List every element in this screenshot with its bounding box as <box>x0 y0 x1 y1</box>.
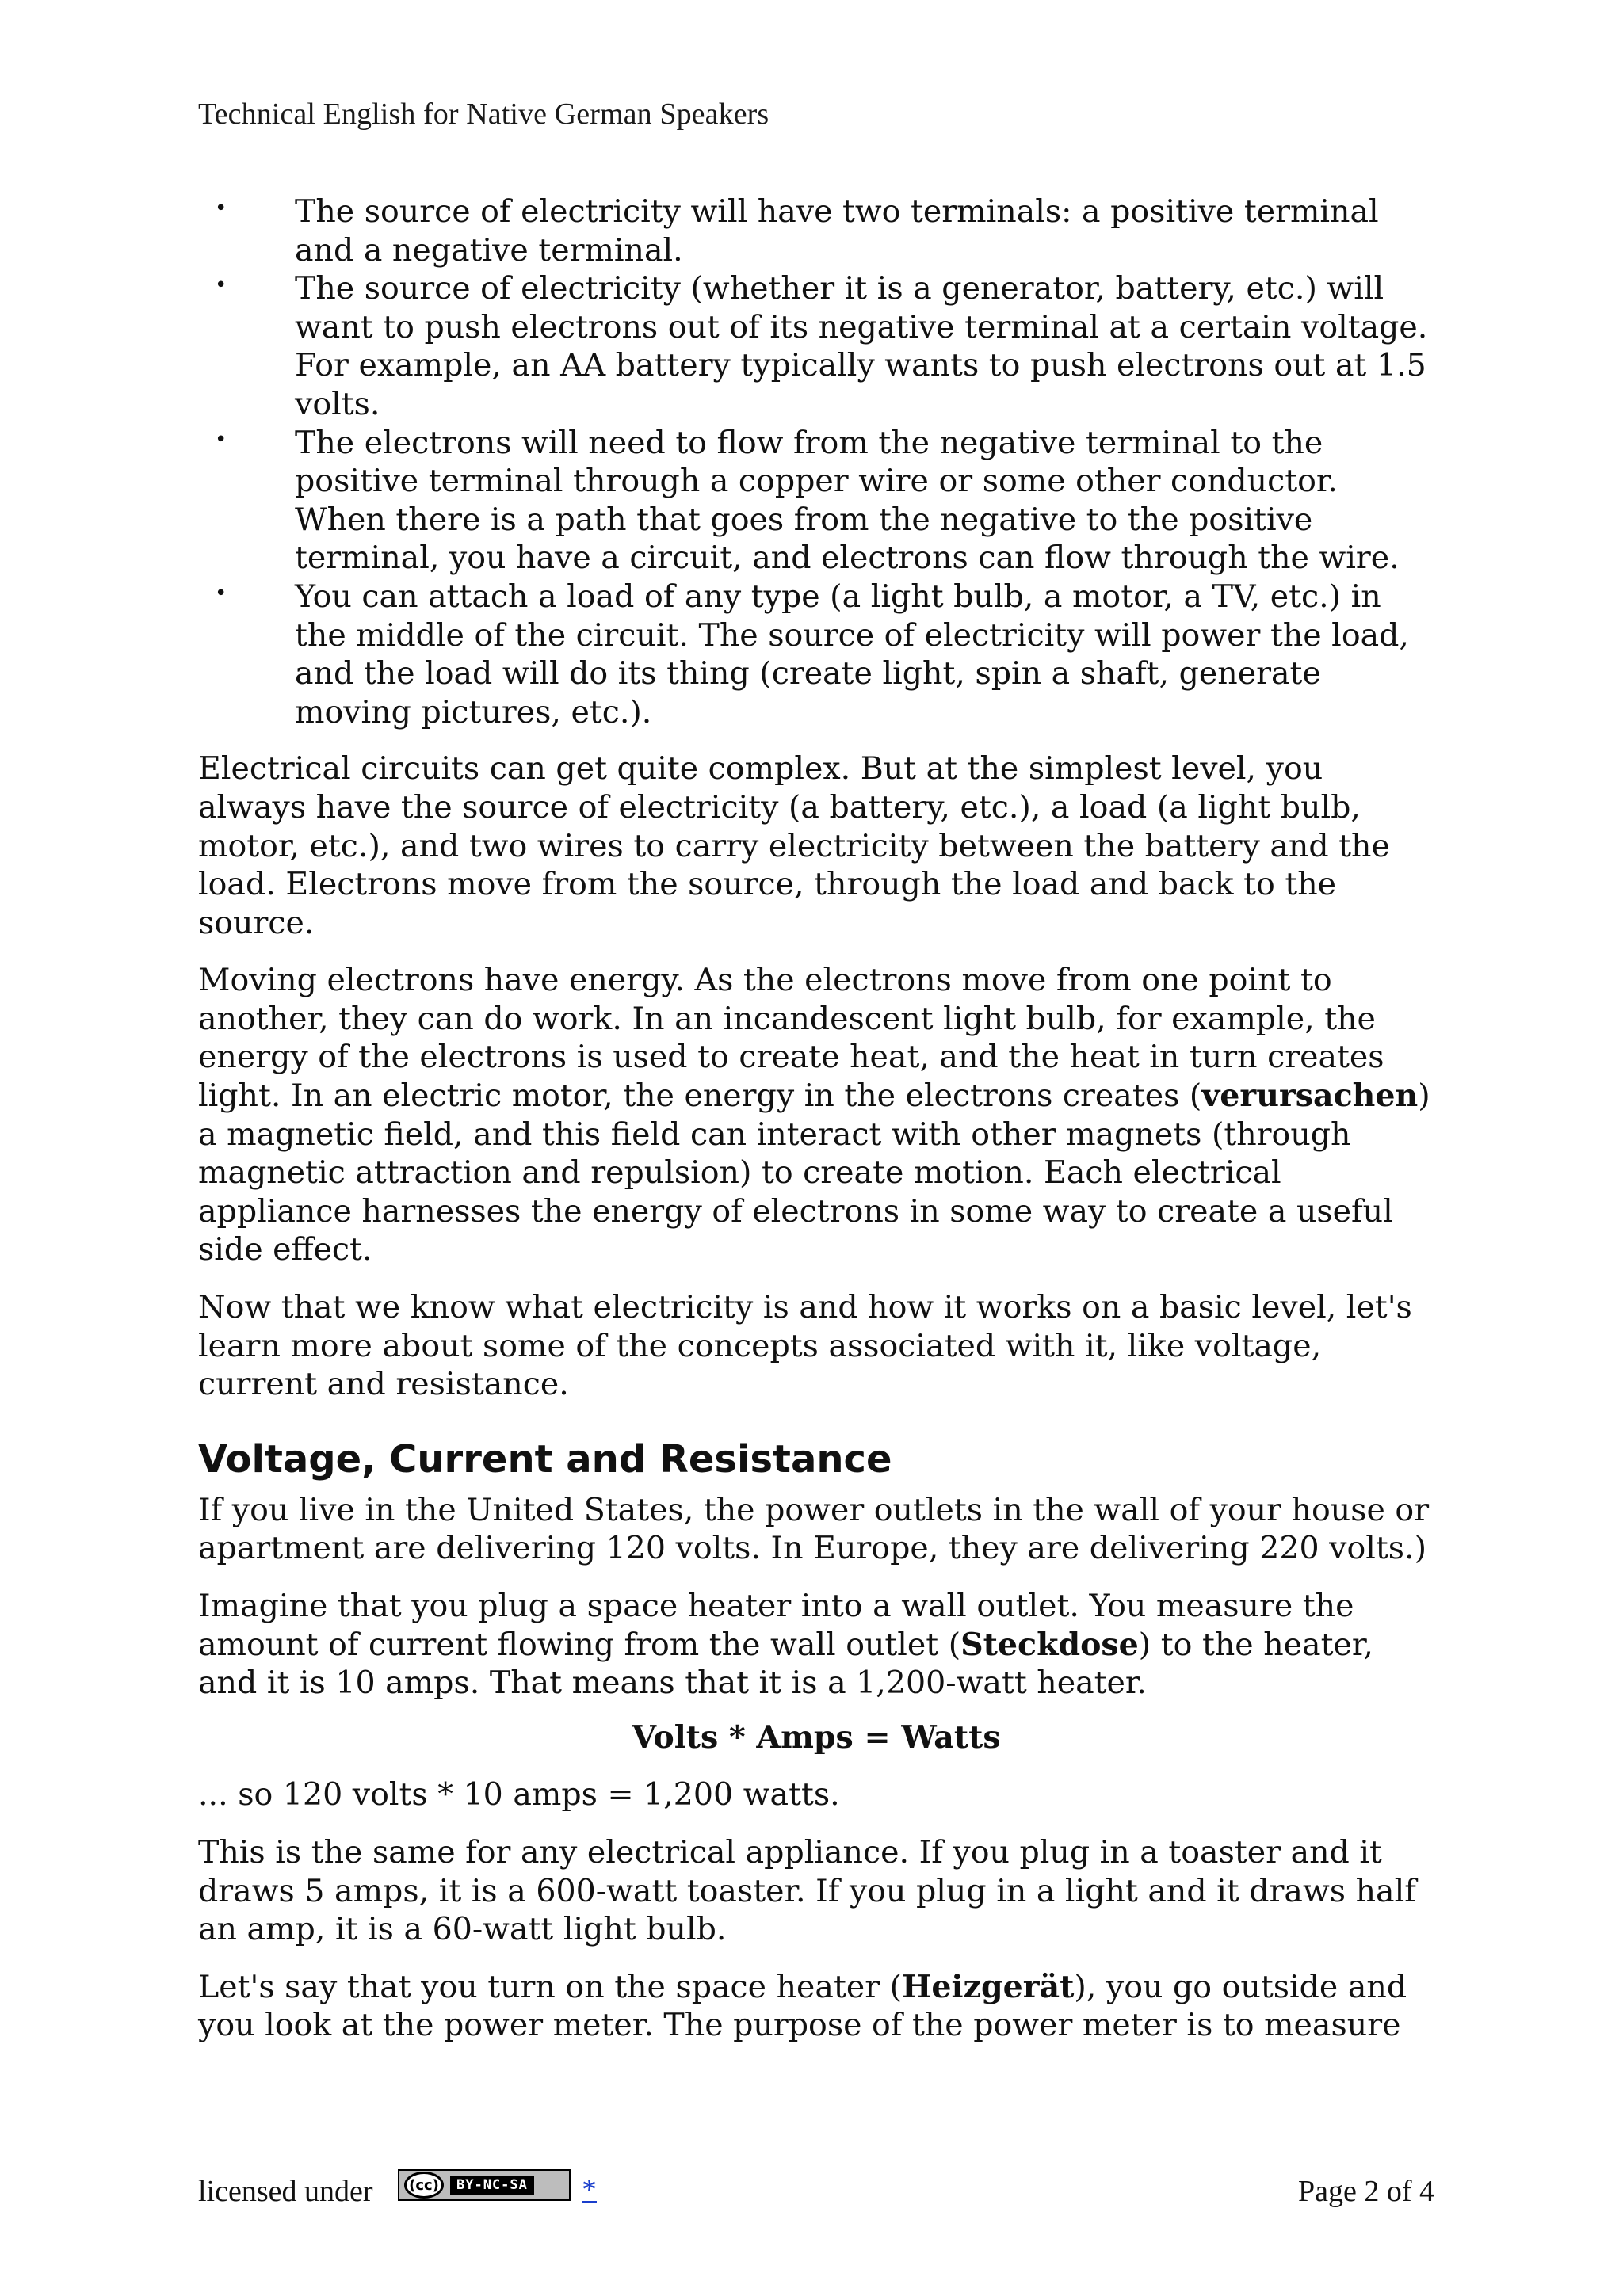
paragraph-text: Let's say that you turn on the space heater ( <box>198 1968 903 2005</box>
list-item <box>198 193 1434 269</box>
cc-terms-label: BY-NC-SA <box>450 2176 534 2195</box>
list-item-text: The electrons will need to flow from the negative terminal to the positive terminal through a copper wire or some other conductor. When there is a path that goes from the negative to the positive terminal, you have a circuit, and electrons can flow through the wire. <box>295 424 1400 577</box>
list-item-text: The source of electricity (whether it is a generator, battery, etc.) will want to push electrons out of its negative terminal at a certain voltage. For example, an AA battery typically wants to push electrons out at 1.5 volts. <box>295 270 1428 422</box>
paragraph-text: Moving electrons have energy. As the electrons move from one point to another, they can do work. In an incandescent light bulb, for example, the energy of the electrons is used to create heat, and the heat in turn creates light. In an electric motor, the energy in the electrons creates ( <box>198 962 1384 1115</box>
license-label: licensed under <box>198 2175 373 2208</box>
paragraph-energy <box>198 961 1434 1269</box>
page-number: Page 2 of 4 <box>1297 2175 1434 2208</box>
glossary-term: Steckdose <box>960 1626 1139 1663</box>
bullet-list <box>198 193 1434 731</box>
list-item <box>198 578 1434 731</box>
paragraph-outlets: If you live in the United States, the power outlets in the wall of your house or apartment are delivering 120 volts. In Europe, they are delivering 220 volts.) <box>198 1491 1430 1567</box>
bullet-icon: • <box>215 581 227 605</box>
page-footer <box>198 2166 1434 2214</box>
paragraph-text: Imagine that you plug a space heater into a wall outlet. You measure the amount of current flowing from the wall outlet ( <box>198 1588 1354 1663</box>
formula: Volts * Amps = Watts <box>632 1718 1001 1756</box>
list-item-text: You can attach a load of any type (a light bulb, a motor, a TV, etc.) in the middle of the circuit. The source of electricity will power the load, and the load will do its thing (create light, spin a shaft, generate moving pictures, etc.). <box>295 578 1409 730</box>
paragraph-text: ) a magnetic field, and this field can interact with other magnets (through magnetic attraction and repulsion) to create motion. Each electrical appliance harnesses the energy of electrons in some way to create a useful side effect. <box>198 1077 1430 1268</box>
running-header: Technical English for Native German Speakers <box>198 97 769 131</box>
paragraph-meter <box>198 1968 1434 2045</box>
license-link[interactable]: * <box>582 2173 597 2206</box>
list-item <box>198 424 1434 578</box>
document-page <box>198 0 1434 2296</box>
glossary-term: Heizgerät <box>902 1968 1075 2005</box>
paragraph-calculation: ... so 120 volts * 10 amps = 1,200 watts. <box>198 1776 840 1814</box>
section-heading: Voltage, Current and Resistance <box>198 1436 892 1482</box>
paragraph-transition: Now that we know what electricity is and how it works on a basic level, let's learn more about some of the concepts associated with it, like voltage, current and resistance. <box>198 1289 1412 1403</box>
paragraph-heater <box>198 1587 1434 1703</box>
paragraph-text: ) to the heater, and it is 10 amps. That means that it is a 1,200-watt heater. <box>198 1626 1373 1702</box>
glossary-term: verursachen <box>1201 1077 1419 1115</box>
bullet-icon: • <box>215 273 227 298</box>
bullet-icon: • <box>215 196 227 220</box>
bullet-icon: • <box>215 427 227 452</box>
cc-logo-icon: (cc) <box>404 2172 444 2199</box>
paragraph-appliances: This is the same for any electrical appliance. If you plug in a toaster and it draws 5 amps, it is a 600-watt toaster. If you plug in a light and it draws half an amp, it is a 60-watt light bulb. <box>198 1833 1416 1948</box>
paragraph-circuits: Electrical circuits can get quite complex. But at the simplest level, you always have the source of electricity (a battery, etc.), a load (a light bulb, motor, etc.), and two wires to carry electricity between the battery and the load. Electrons move from the source, through the load and back to the source. <box>198 750 1390 941</box>
cc-license-badge[interactable] <box>398 2169 571 2201</box>
paragraph-text: ), you go outside and you look at the power meter. The purpose of the power meter is to measure <box>198 1968 1407 2044</box>
list-item <box>198 269 1434 423</box>
document-body <box>198 193 1434 2045</box>
list-item-text: The source of electricity will have two terminals: a positive terminal and a negative terminal. <box>295 193 1379 269</box>
